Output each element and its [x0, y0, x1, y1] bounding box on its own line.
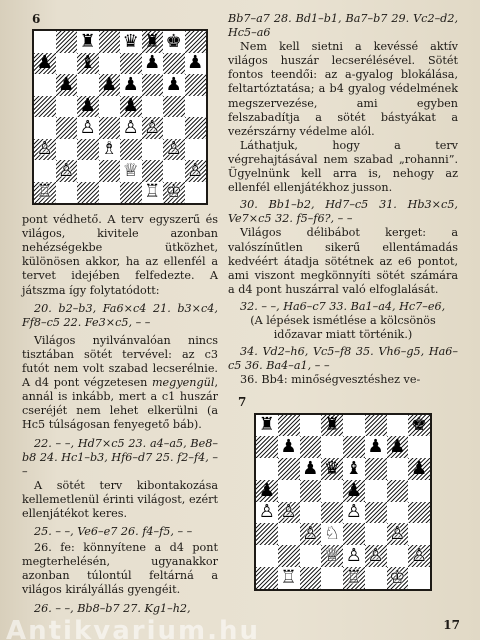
board-square	[321, 436, 343, 458]
chess-piece-f7: ♟	[367, 436, 384, 458]
board-square	[256, 458, 278, 480]
board-square	[163, 160, 185, 182]
board-square	[142, 74, 164, 96]
board-square	[34, 96, 56, 118]
board-square	[343, 415, 365, 437]
chess-piece-e2: ♕	[122, 159, 139, 181]
chess-piece-a4: ♙	[258, 501, 275, 523]
board-square	[408, 480, 430, 502]
chess-piece-h2: ♙	[411, 544, 428, 566]
chess-piece-h7: ♟	[187, 52, 204, 74]
board-square	[300, 567, 322, 589]
board-square	[300, 436, 322, 458]
board-square	[387, 415, 409, 437]
move-sequence: 34. Vd2–h6, Vc5–f8 35. Vh6–g5, Ha6–c5 36. Ba4–a1, – –	[228, 345, 458, 373]
chess-piece-b7: ♟	[280, 436, 297, 458]
board-square	[365, 523, 387, 545]
board-square	[56, 139, 78, 161]
chess-piece-f1: ♖	[144, 181, 161, 203]
board-square	[278, 523, 300, 545]
board-square	[185, 182, 207, 204]
page-number: 17	[443, 618, 460, 632]
paragraph: Nem kell sietni a kevéssé aktív világos huszár lecserélésével. Sötét fontos teendői: az a-gyalog blokálása, feltartóztatása; a b4 gyalog védelmének megszervezése, ami egyben felszabadítja a sötét bástyákat a vezérszárny védelme alól.	[228, 40, 458, 138]
board-square	[321, 502, 343, 524]
chess-piece-f2: ♙	[367, 544, 384, 566]
paragraph: 36. Bb4: minőségvesztéshez ve-	[240, 373, 421, 387]
paragraph: Világos délibábot kerget: a valószínűtlen sikerű ellentámadás kedvéért átadja sötétnek az e6 pontot, ami viszont megkönnyíti sötét számára a d4 pont huszárral való elfoglalását.	[228, 226, 458, 296]
board-square	[34, 117, 56, 139]
board-square	[278, 480, 300, 502]
right-column	[228, 12, 458, 591]
board-square	[185, 117, 207, 139]
chess-piece-b6: ♟	[58, 73, 75, 95]
paragraph: (A lépések ismétlése a kölcsönös időzavar miatt történik.)	[250, 313, 436, 342]
chess-piece-e6: ♝	[345, 457, 362, 479]
board-square	[387, 545, 409, 567]
board-square	[77, 74, 99, 96]
left-column	[22, 12, 218, 616]
board-square	[34, 31, 56, 53]
chess-diagram-6	[32, 29, 208, 205]
board-square	[256, 436, 278, 458]
paragraph: A sötét terv kibontakozása kellemetlenül érinti világost, ezért ellenjátékot keres.	[22, 478, 218, 520]
board-square	[56, 96, 78, 118]
chess-piece-c4: ♙	[79, 116, 96, 138]
chess-piece-g3: ♙	[389, 523, 406, 545]
chess-piece-e4: ♙	[345, 501, 362, 523]
board-square	[185, 31, 207, 53]
chess-piece-e4: ♙	[122, 116, 139, 138]
chess-piece-a1: ♖	[36, 181, 53, 203]
paragraph: pont védhető. A terv egyszerű és világos, kivitele azonban nehézségekbe ütközhet, különösen akkor, ha az ellenfél a tervet idejében felfedezte. A játszma így folytatódott:	[22, 213, 218, 297]
board-square	[56, 53, 78, 75]
paragraph: 26. fe: könnyítene a d4 pont megterhelésén, ugyanakkor azonban túlontúl feltárná a világos királyállás gyengéit.	[22, 541, 218, 597]
board-square	[278, 458, 300, 480]
board-square	[300, 480, 322, 502]
board-square	[300, 502, 322, 524]
chess-piece-f7: ♟	[144, 52, 161, 74]
chess-piece-e5: ♟	[345, 479, 362, 501]
board-square	[56, 182, 78, 204]
chess-piece-d3: ♗	[101, 138, 118, 160]
board-square	[256, 523, 278, 545]
board-square	[163, 96, 185, 118]
board-square	[408, 502, 430, 524]
chess-piece-a5: ♟	[258, 479, 275, 501]
diagram-7-number: 7	[238, 395, 247, 410]
text-run: Világos nyilvánvalóan nincs tisztában sötét tervével: az c3 futót nem volt szabad lecserélnie. A d4 pont végzetesen	[22, 333, 218, 390]
chess-piece-e5: ♟	[122, 95, 139, 117]
board-square	[408, 523, 430, 545]
chess-piece-e8: ♛	[122, 30, 139, 52]
board-square	[343, 523, 365, 545]
board-square	[163, 117, 185, 139]
move-sequence: 32. – –, Ha6–c7 33. Ba1–a4, Hc7–e6,	[240, 299, 446, 313]
board-square	[321, 480, 343, 502]
chess-piece-h8: ♚	[411, 414, 428, 436]
board-square	[34, 74, 56, 96]
move-sequence: 30. Bb1–b2, Hd7–c5 31. Hb3×c5, Ve7×c5 32. f5–f6?, – –	[228, 198, 458, 226]
board-square	[142, 160, 164, 182]
board-square	[56, 31, 78, 53]
board-square	[365, 415, 387, 437]
chess-piece-c3: ♙	[302, 523, 319, 545]
chess-piece-d6: ♛	[324, 457, 341, 479]
board-square	[185, 139, 207, 161]
board-square	[408, 436, 430, 458]
move-sequence: Bb7–a7 28. Bd1–b1, Ba7–b7 29. Vc2–d2, Hc5–a6	[228, 12, 458, 40]
chess-piece-g8: ♚	[165, 30, 182, 52]
board-square	[77, 160, 99, 182]
board-square	[365, 480, 387, 502]
chess-piece-b4: ♙	[280, 501, 297, 523]
paragraph	[22, 334, 218, 433]
paragraph: Láthatjuk, hogy a terv végrehajtásával nem szabad „rohanni”. Ügyelnünk kell arra is, nehogy az ellenfél ellenjátékhoz jusson.	[228, 138, 458, 195]
chess-piece-d6: ♟	[101, 73, 118, 95]
chess-piece-c5: ♟	[79, 95, 96, 117]
board-square	[120, 182, 142, 204]
chess-diagram-7	[254, 413, 432, 591]
board-square	[278, 415, 300, 437]
chess-piece-h2: ♙	[187, 159, 204, 181]
chess-piece-c6: ♟	[302, 457, 319, 479]
board-square	[185, 74, 207, 96]
board-square	[387, 480, 409, 502]
board-square	[99, 160, 121, 182]
board-square	[142, 139, 164, 161]
board-square	[365, 567, 387, 589]
chess-piece-b1: ♖	[280, 566, 297, 588]
board-square	[408, 567, 430, 589]
board-square	[99, 182, 121, 204]
move-sequence: 22. – –, Hd7×c5 23. a4–a5, Be8–b8 24. Hc1–b3, Hf6–d7 25. f2–f4, – –	[22, 436, 218, 478]
chess-piece-g6: ♟	[165, 73, 182, 95]
text-run: , annál is inkább, mert a c1 huszár cseréjét nem lehet elkerülni (a Hc5 túlságosan fenyegető báb).	[22, 376, 218, 432]
board-square	[256, 545, 278, 567]
chess-piece-f4: ♙	[144, 116, 161, 138]
board-square	[77, 139, 99, 161]
chess-piece-d2: ♕	[324, 544, 341, 566]
board-square	[99, 117, 121, 139]
move-sequence: 25. – –, Ve6–e7 26. f4–f5, – –	[34, 525, 193, 539]
chess-piece-e6: ♟	[122, 73, 139, 95]
board-square	[99, 53, 121, 75]
board-square	[185, 96, 207, 118]
chess-piece-a3: ♙	[36, 138, 53, 160]
board-square	[120, 53, 142, 75]
board-square	[256, 567, 278, 589]
move-sequence: 26. – –, Bb8–b7 27. Kg1–h2,	[34, 601, 191, 615]
chess-piece-h6: ♟	[411, 457, 428, 479]
board-square	[34, 160, 56, 182]
board-square	[387, 458, 409, 480]
watermark: Antikvarium.hu	[6, 616, 260, 640]
chess-piece-c8: ♜	[79, 30, 96, 52]
chess-piece-a7: ♟	[36, 52, 53, 74]
chess-piece-g7: ♟	[389, 436, 406, 458]
emphasis: megyengül	[151, 376, 215, 390]
chess-piece-e1: ♖	[345, 566, 362, 588]
board-square	[142, 96, 164, 118]
chess-piece-e2: ♙	[345, 544, 362, 566]
board-square	[163, 53, 185, 75]
chess-piece-g1: ♔	[389, 566, 406, 588]
board-square	[365, 502, 387, 524]
chess-piece-f8: ♜	[144, 30, 161, 52]
chess-piece-d3: ♘	[324, 523, 341, 545]
board-square	[56, 117, 78, 139]
board-square	[99, 31, 121, 53]
board-square	[300, 415, 322, 437]
move-sequence: 20. b2–b3, Fa6×c4 21. b3×c4, Ff8–c5 22. Fe3×c5, – –	[22, 301, 218, 329]
diagram-6-number: 6	[32, 12, 41, 26]
chess-piece-b2: ♙	[58, 159, 75, 181]
board-square	[77, 182, 99, 204]
board-square	[387, 502, 409, 524]
chess-piece-c7: ♝	[79, 52, 96, 74]
board-square	[278, 545, 300, 567]
board-square	[365, 458, 387, 480]
board-square	[343, 436, 365, 458]
board-square	[321, 567, 343, 589]
board-square	[300, 545, 322, 567]
board-square	[120, 139, 142, 161]
chess-piece-g3: ♙	[165, 138, 182, 160]
chess-piece-a8: ♜	[258, 414, 275, 436]
board-square	[99, 96, 121, 118]
chess-piece-g1: ♔	[165, 181, 182, 203]
chess-piece-d8: ♜	[324, 414, 341, 436]
